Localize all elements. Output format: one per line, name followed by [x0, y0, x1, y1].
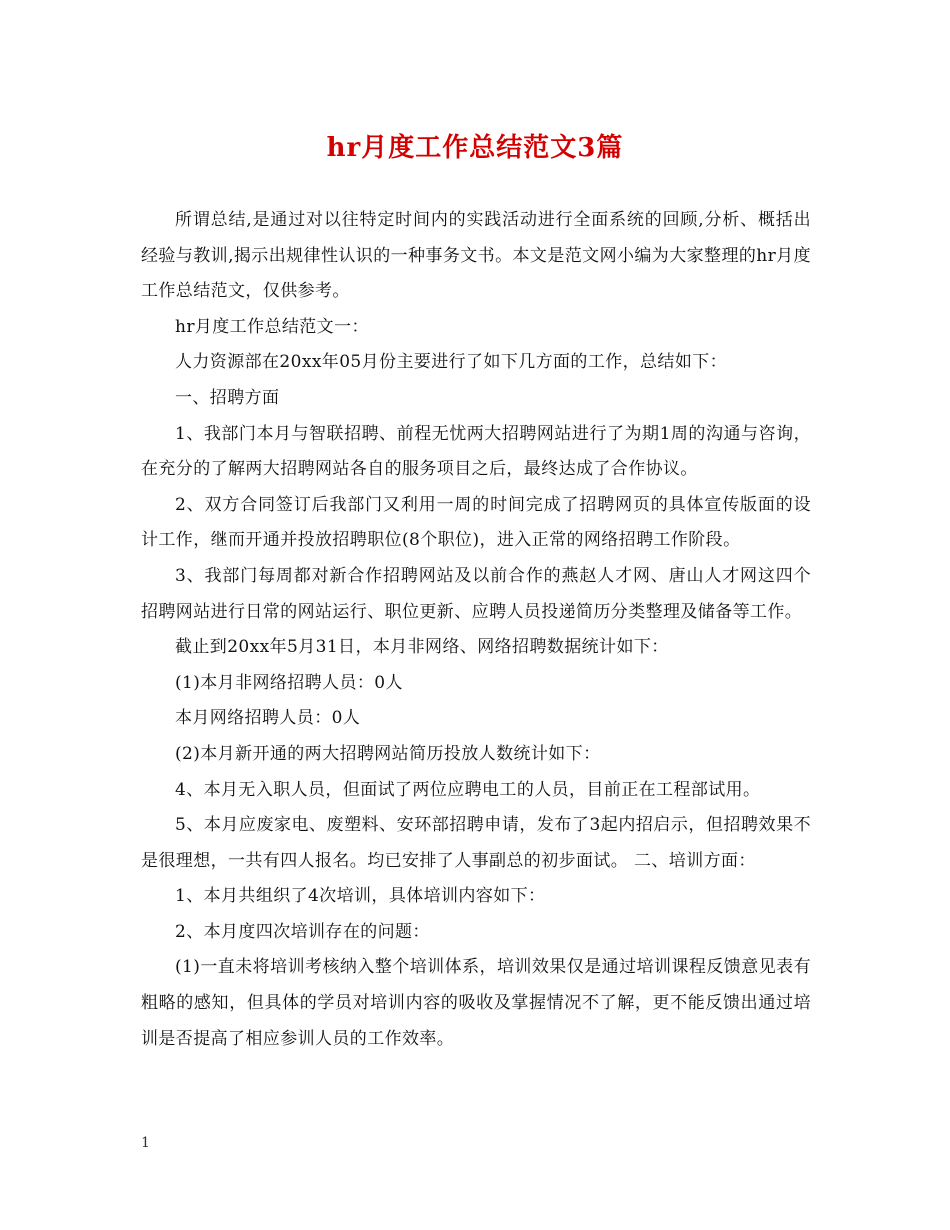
paragraph-section-heading: hr月度工作总结范文一：	[175, 316, 369, 337]
paragraph-training-issue-1: (1)一直未将培训考核纳入整个培训体系，培训效果仅是通过培训课程反馈意见表有粗略的感知，但具体的学员对培训内容的吸收及掌握情况不了解，更不能反馈出通过培训是否提高了相应参训人员的工作效率。	[141, 957, 811, 1049]
paragraph-stats-lead: 截止到20xx年5月31日，本月非网络、网络招聘数据统计如下：	[175, 637, 669, 658]
paragraph-item-4: 4、本月无入职人员，但面试了两位应聘电工的人员，目前正在工程部试用。	[175, 779, 761, 800]
paragraph-stat-sites: (2)本月新开通的两大招聘网站简历投放人数统计如下：	[175, 743, 601, 764]
paragraph-training-1: 1、本月共组织了4次培训，具体培训内容如下：	[175, 886, 546, 907]
paragraph-training-2: 2、本月度四次培训存在的问题：	[175, 921, 430, 942]
paragraph-intro: 所谓总结,是通过对以往特定时间内的实践活动进行全面系统的回顾,分析、概括出经验与教训,揭示出规律性认识的一种事务文书。本文是范文网小编为大家整理的hr月度工作总结范文，仅供参考。	[141, 210, 811, 302]
paragraph-item-5: 5、本月应废家电、废塑料、安环部招聘申请，发布了3起内招启示，但招聘效果不是很理想，一共有四人报名。均已安排了人事副总的初步面试。 二、培训方面：	[141, 815, 811, 871]
paragraph-item-2: 2、双方合同签订后我部门又利用一周的时间完成了招聘网页的具体宣传版面的设计工作，继而开通并投放招聘职位(8个职位)，进入正常的网络招聘工作阶段。	[141, 494, 811, 551]
paragraph-recruitment-heading: 一、招聘方面	[175, 387, 280, 408]
document-title: hr月度工作总结范文3篇	[326, 133, 624, 163]
paragraph-item-1: 1、我部门本月与智联招聘、前程无忧两大招聘网站进行了为期1周的沟通与咨询，在充分的了解两大招聘网站各自的服务项目之后，最终达成了合作协议。	[141, 423, 811, 480]
paragraph-item-3: 3、我部门每周都对新合作招聘网站及以前合作的燕赵人才网、唐山人才网这四个招聘网站进行日常的网站运行、职位更新、应聘人员投递简历分类整理及储备等工作。	[141, 565, 811, 622]
page-number: 1	[141, 1135, 150, 1151]
paragraph-summary-lead: 人力资源部在20xx年05月份主要进行了如下几方面的工作，总结如下：	[175, 352, 728, 373]
paragraph-stat-offline: (1)本月非网络招聘人员：0人	[175, 672, 403, 693]
paragraph-stat-online: 本月网络招聘人员：0人	[175, 708, 361, 729]
document-body	[141, 203, 811, 1057]
